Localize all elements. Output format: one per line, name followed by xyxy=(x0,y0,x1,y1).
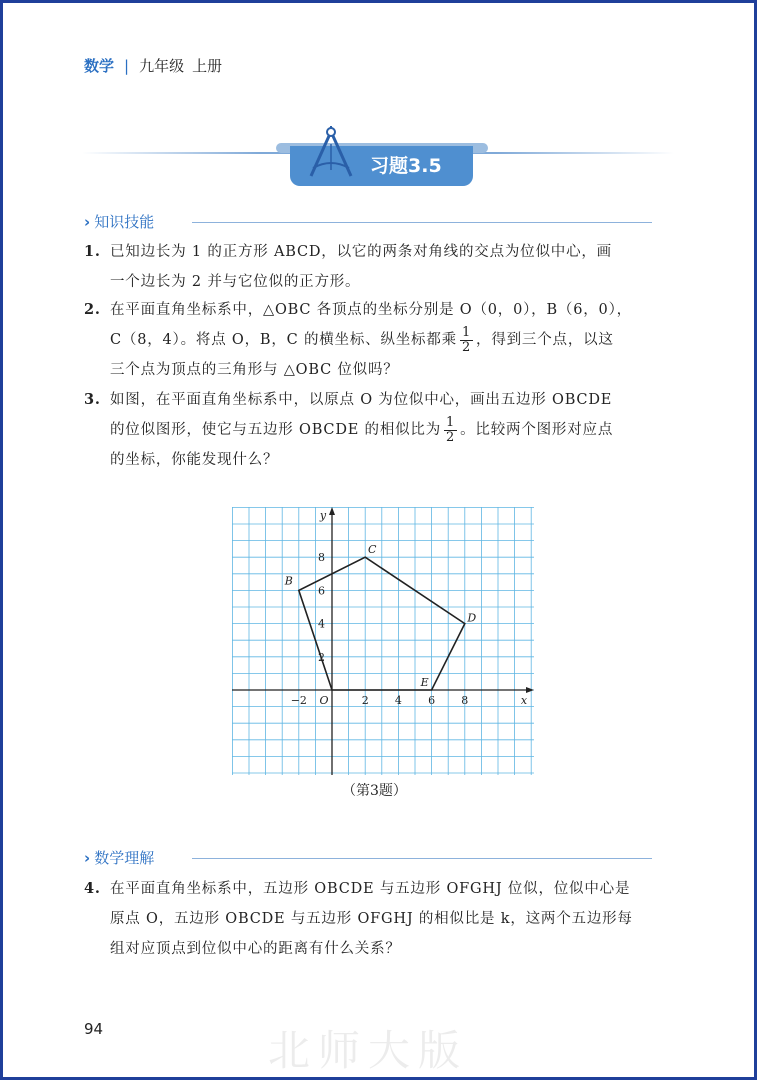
vertex-label-c: C xyxy=(367,543,377,557)
problem-number: 2. xyxy=(84,301,101,318)
problem-4 xyxy=(84,874,684,964)
problem-text: 的位似图形，使它与五边形 OBCDE 的相似比为 xyxy=(110,422,442,438)
vertex-label-d: D xyxy=(467,611,477,625)
chevron-right-icon: › xyxy=(84,213,91,231)
section-label: 数学理解 xyxy=(94,849,155,867)
problem-text: 。比较两个图形对应点 xyxy=(460,422,614,438)
chevron-right-icon: › xyxy=(84,849,91,867)
fraction xyxy=(460,326,473,355)
y-axis-arrow xyxy=(329,507,335,515)
watermark: 北师大版 xyxy=(268,1026,469,1075)
x-tick-label: 8 xyxy=(461,694,469,707)
section-rule xyxy=(192,858,652,859)
problem-text: 原点 O，五边形 OBCDE 与五边形 OFGHJ 的相似比是 k，这两个五边形每 xyxy=(110,911,633,927)
origin-label: O xyxy=(319,694,329,707)
problem-text: C（8，4）。将点 O，B，C 的横坐标、纵坐标都乘 xyxy=(110,332,457,348)
fraction-numerator: 1 xyxy=(461,324,472,340)
problem-number: 1. xyxy=(84,243,101,260)
vertex-label-b: B xyxy=(284,574,293,588)
problem-text: ，得到三个点，以这 xyxy=(476,332,614,348)
problem-text: 在平面直角坐标系中，△OBC 各顶点的坐标分别是 O（0，0），B（6，0）， xyxy=(110,302,632,318)
section-heading-understanding xyxy=(84,847,154,868)
problem-text: 一个边长为 2 并与它位似的正方形。 xyxy=(110,274,361,290)
header-subject: 数学 xyxy=(84,57,115,75)
y-tick-label: 4 xyxy=(318,617,325,631)
vertex-label-e: E xyxy=(420,676,429,689)
header-volume: 上册 xyxy=(192,57,223,75)
fraction xyxy=(444,416,457,445)
compass-icon xyxy=(303,124,359,182)
coordinate-grid-figure xyxy=(232,507,534,775)
page-header xyxy=(84,55,222,76)
y-axis-label: y xyxy=(319,509,327,522)
x-tick-label: 2 xyxy=(361,694,369,707)
problem-text: 在平面直角坐标系中，五边形 OBCDE 与五边形 OFGHJ 位似，位似中心是 xyxy=(110,881,631,897)
section-rule xyxy=(192,222,652,223)
x-axis-label: x xyxy=(520,694,528,707)
problem-text: 三个点为顶点的三角形与 △OBC 位似吗？ xyxy=(110,362,399,378)
section-label: 知识技能 xyxy=(94,213,155,231)
page-number: 94 xyxy=(84,1020,104,1038)
x-tick-label: −2 xyxy=(290,694,307,707)
x-tick-label: 6 xyxy=(428,694,436,707)
y-tick-label: 6 xyxy=(318,584,325,598)
exercise-title: 习题3.5 xyxy=(370,155,442,177)
y-tick-label: 2 xyxy=(318,650,325,664)
y-tick-label: 8 xyxy=(318,551,325,565)
problem-2 xyxy=(84,295,684,385)
fraction-numerator: 1 xyxy=(446,414,456,430)
x-axis-arrow xyxy=(526,687,534,693)
fraction-denominator: 2 xyxy=(446,429,456,445)
header-grade: 九年级 xyxy=(139,57,185,75)
figure-caption: （第3题） xyxy=(342,783,407,799)
problem-text: 已知边长为 1 的正方形 ABCD，以它的两条对角线的交点为位似中心，画 xyxy=(110,244,612,260)
x-tick-label: 4 xyxy=(394,694,402,707)
header-separator: | xyxy=(124,57,130,75)
problem-text: 如图，在平面直角坐标系中，以原点 O 为位似中心，画出五边形 OBCDE xyxy=(110,392,613,408)
problem-number: 3. xyxy=(84,391,101,408)
problem-text: 组对应顶点到位似中心的距离有什么关系？ xyxy=(110,941,401,957)
problem-text: 的坐标，你能发现什么？ xyxy=(110,452,279,468)
problem-3 xyxy=(84,385,684,475)
problem-1 xyxy=(84,237,684,297)
problem-number: 4. xyxy=(84,880,101,897)
section-heading-knowledge xyxy=(84,211,154,232)
fraction-denominator: 2 xyxy=(461,339,472,355)
